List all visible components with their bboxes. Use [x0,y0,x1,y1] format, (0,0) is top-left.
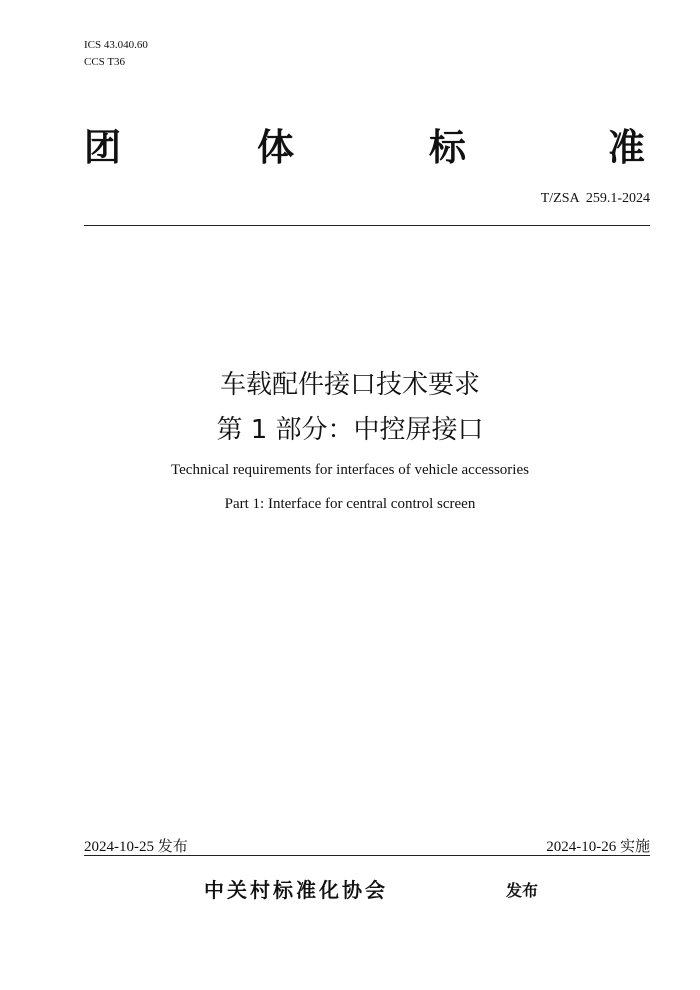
title-en-line-1: Technical requirements for interfaces of vehicle accessories [171,462,529,478]
publisher-name: 中关村标准化协会 [204,878,388,902]
ics-code: ICS 43.040.60 [84,39,148,51]
ccs-code: CCS T36 [84,56,126,68]
title-en-line-2: Part 1: Interface for central control screen [224,496,476,512]
header-divider [84,225,650,226]
category-char-3: 标 [429,126,466,169]
classification-codes [84,37,148,71]
footer-divider [84,855,650,856]
category-char-1: 团 [84,126,121,169]
standard-category-heading [84,126,650,172]
publish-label: 发布 [506,881,539,900]
title-cn-line-2: 第 1 部分：中控屏接口 [216,415,484,445]
title-cn-line-1: 车载配件接口技术要求 [219,370,480,400]
standard-number: T/ZSA 259.1-2024 [540,191,650,206]
category-char-4: 准 [608,126,645,169]
implement-date: 2024-10-26 实施 [546,839,650,855]
publish-date: 2024-10-25 发布 [84,839,188,855]
category-char-2: 体 [257,126,294,169]
